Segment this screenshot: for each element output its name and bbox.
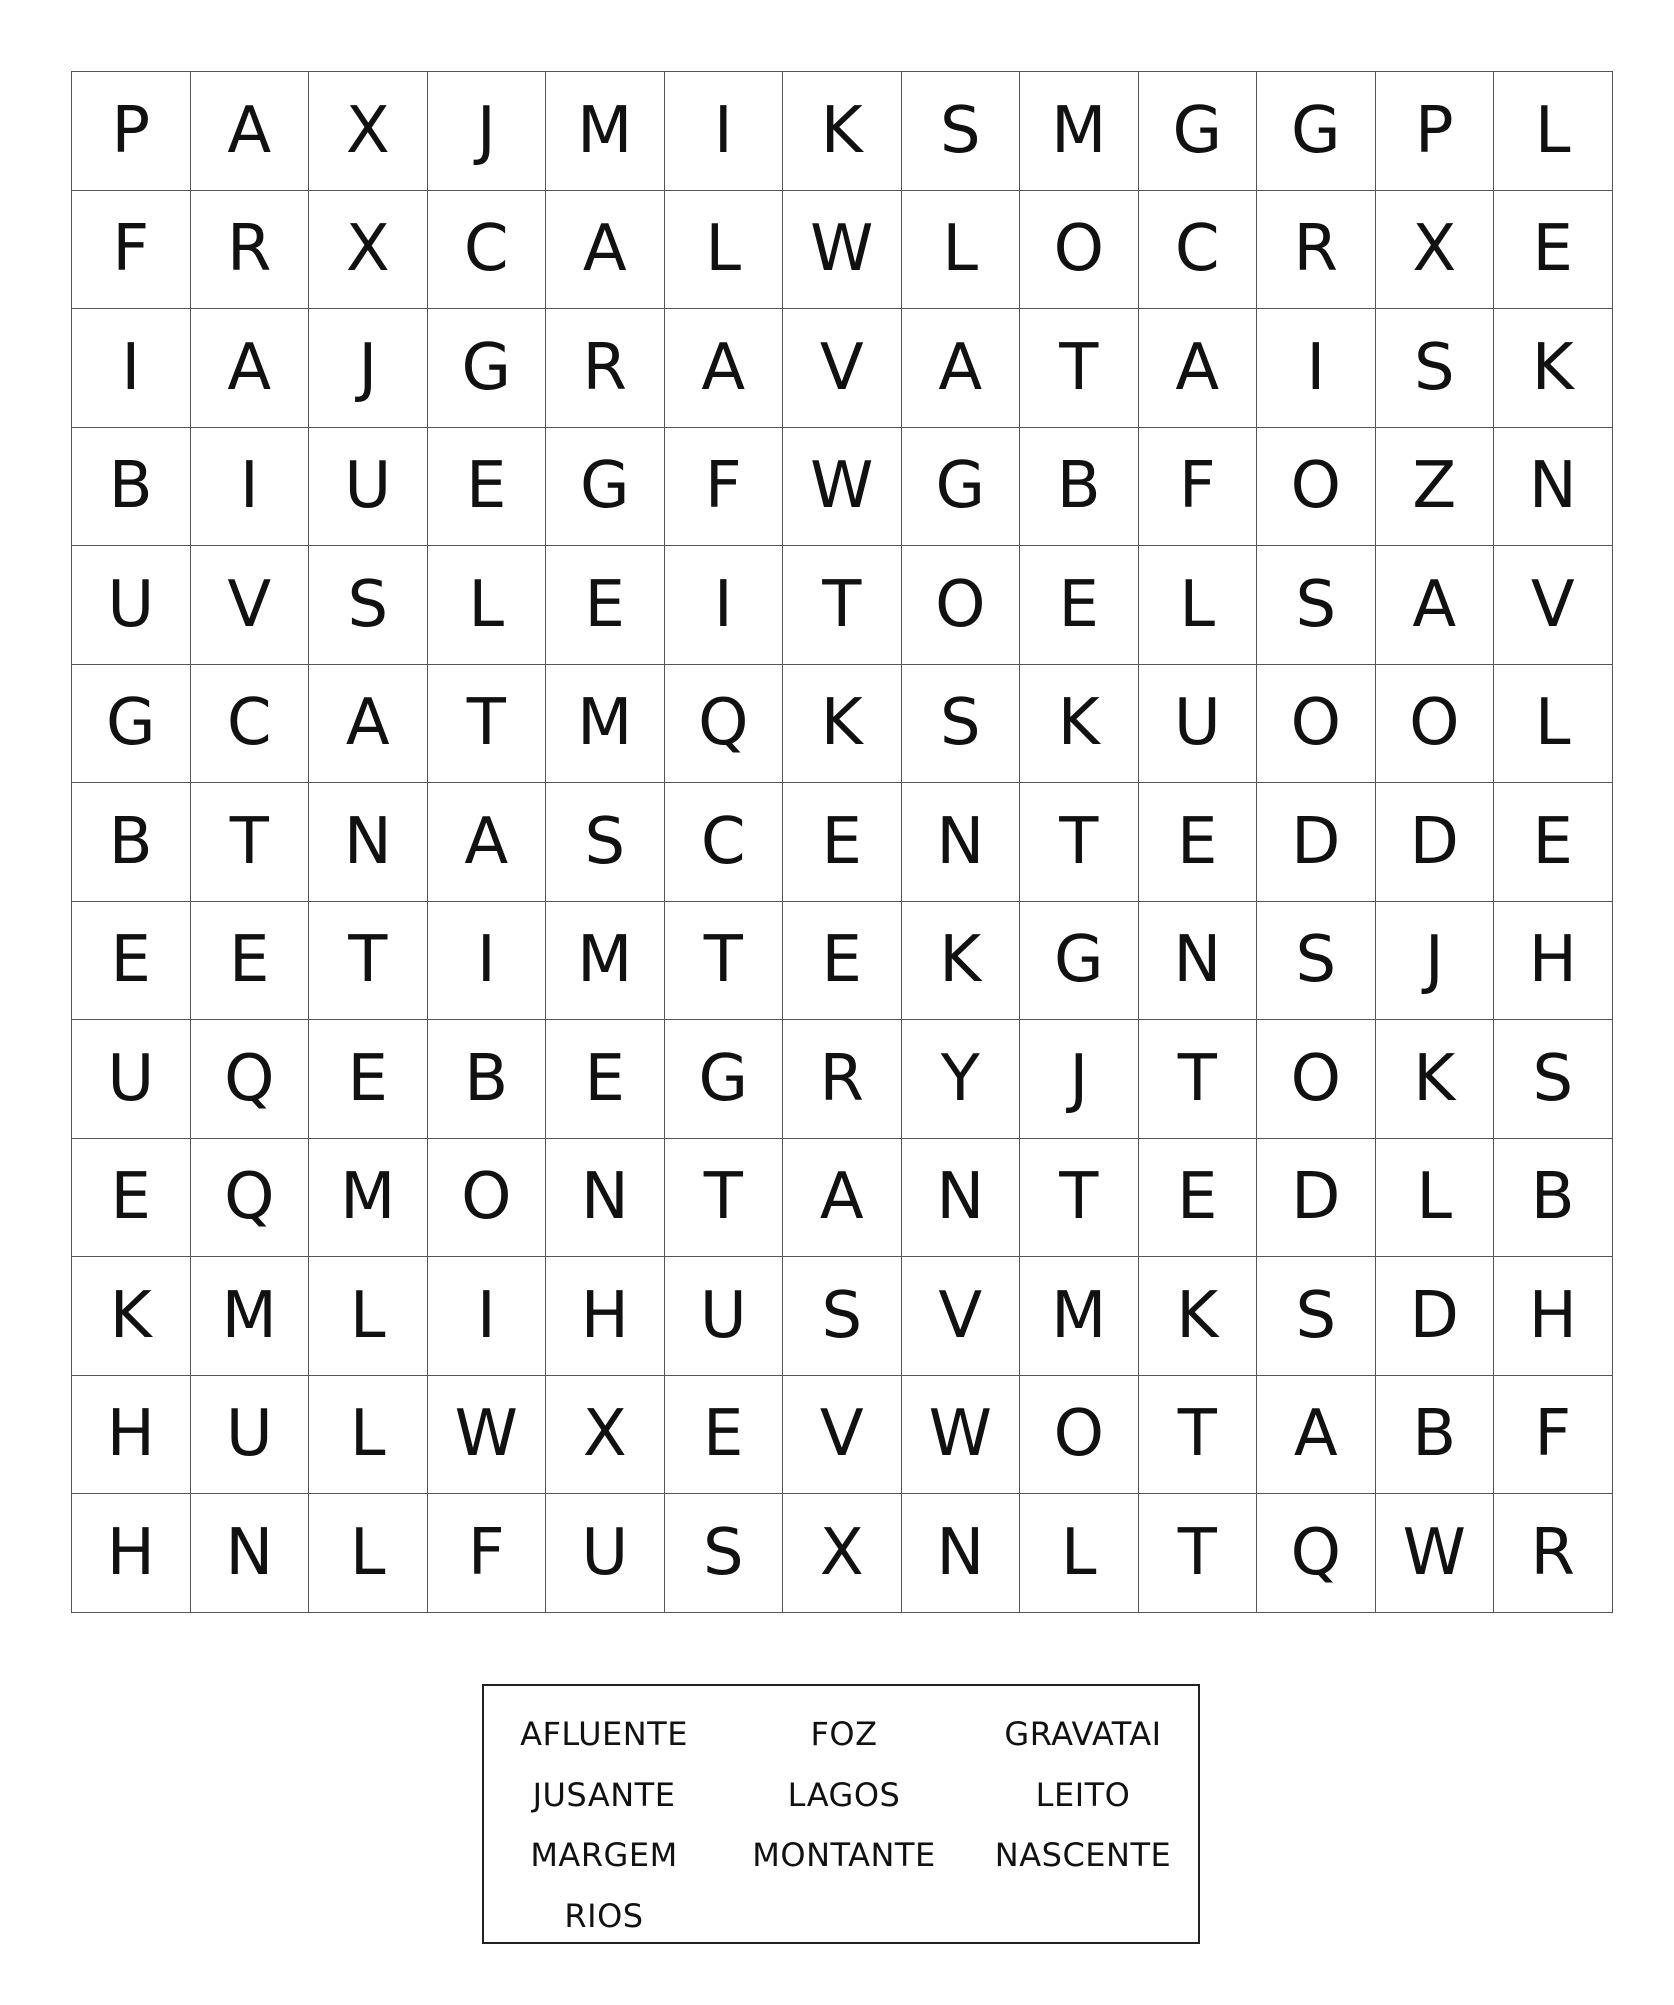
- grid-cell[interactable]: Q: [665, 665, 784, 784]
- grid-cell[interactable]: T: [1139, 1494, 1258, 1613]
- word-list-item: LAGOS: [787, 1775, 901, 1814]
- grid-cell[interactable]: C: [191, 665, 310, 784]
- grid-cell[interactable]: K: [1020, 665, 1139, 784]
- grid-cell[interactable]: M: [546, 902, 665, 1021]
- grid-cell[interactable]: X: [783, 1494, 902, 1613]
- grid-cell[interactable]: N: [191, 1494, 310, 1613]
- grid-cell[interactable]: L: [1020, 1494, 1139, 1613]
- grid-cell[interactable]: A: [191, 72, 310, 191]
- grid-cell[interactable]: S: [1257, 902, 1376, 1021]
- grid-cell[interactable]: F: [72, 191, 191, 310]
- grid-cell[interactable]: N: [902, 783, 1021, 902]
- grid-cell[interactable]: C: [1139, 191, 1258, 310]
- grid-cell[interactable]: S: [1257, 1257, 1376, 1376]
- grid-cell[interactable]: P: [1376, 72, 1495, 191]
- word-list: [484, 1704, 1198, 1946]
- grid-cell[interactable]: R: [1257, 191, 1376, 310]
- grid-cell[interactable]: S: [902, 72, 1021, 191]
- grid-cell[interactable]: S: [309, 546, 428, 665]
- grid-cell[interactable]: X: [309, 191, 428, 310]
- word-list-item: MONTANTE: [752, 1836, 936, 1875]
- grid-cell[interactable]: Q: [191, 1139, 310, 1258]
- grid-cell[interactable]: R: [191, 191, 310, 310]
- grid-cell[interactable]: O: [902, 546, 1021, 665]
- grid-cell[interactable]: N: [902, 1494, 1021, 1613]
- grid-cell[interactable]: E: [72, 1139, 191, 1258]
- grid-cell[interactable]: F: [1494, 1376, 1613, 1495]
- grid-cell[interactable]: U: [72, 546, 191, 665]
- grid-cell[interactable]: D: [1257, 783, 1376, 902]
- grid-cell[interactable]: L: [1494, 72, 1613, 191]
- grid-cell[interactable]: T: [783, 546, 902, 665]
- grid-cell[interactable]: M: [1020, 1257, 1139, 1376]
- grid-cell[interactable]: M: [546, 665, 665, 784]
- grid-cell[interactable]: F: [428, 1494, 547, 1613]
- grid-cell[interactable]: X: [309, 72, 428, 191]
- grid-cell[interactable]: E: [783, 783, 902, 902]
- grid-cell[interactable]: H: [546, 1257, 665, 1376]
- grid-cell[interactable]: W: [1376, 1494, 1495, 1613]
- grid-cell[interactable]: A: [191, 309, 310, 428]
- grid-cell[interactable]: B: [1494, 1139, 1613, 1258]
- word-list-item: MARGEM: [530, 1836, 678, 1875]
- grid-cell[interactable]: C: [665, 783, 784, 902]
- grid-cell[interactable]: W: [783, 191, 902, 310]
- grid-cell[interactable]: L: [1376, 1139, 1495, 1258]
- grid-cell[interactable]: Q: [1257, 1494, 1376, 1613]
- grid-cell[interactable]: Y: [902, 1020, 1021, 1139]
- grid-cell[interactable]: E: [546, 546, 665, 665]
- grid-cell[interactable]: G: [1139, 72, 1258, 191]
- grid-cell[interactable]: E: [1139, 1139, 1258, 1258]
- grid-cell[interactable]: Z: [1376, 428, 1495, 547]
- grid-cell[interactable]: W: [428, 1376, 547, 1495]
- grid-cell[interactable]: G: [428, 309, 547, 428]
- grid-cell[interactable]: E: [1494, 191, 1613, 310]
- grid-cell[interactable]: T: [1139, 1376, 1258, 1495]
- grid-cell[interactable]: G: [665, 1020, 784, 1139]
- grid-cell[interactable]: E: [428, 428, 547, 547]
- grid-cell[interactable]: A: [783, 1139, 902, 1258]
- grid-cell[interactable]: V: [902, 1257, 1021, 1376]
- grid-cell[interactable]: O: [1257, 665, 1376, 784]
- grid-cell[interactable]: E: [72, 902, 191, 1021]
- grid-cell[interactable]: A: [1257, 1376, 1376, 1495]
- grid-cell[interactable]: J: [1020, 1020, 1139, 1139]
- grid-cell[interactable]: C: [428, 191, 547, 310]
- grid-cell[interactable]: E: [783, 902, 902, 1021]
- word-list-item: GRAVATAI: [1004, 1715, 1162, 1754]
- letter-grid: [71, 71, 1613, 1613]
- grid-cell[interactable]: F: [1139, 428, 1258, 547]
- grid-cell[interactable]: A: [902, 309, 1021, 428]
- grid-cell[interactable]: U: [309, 428, 428, 547]
- grid-cell[interactable]: V: [783, 1376, 902, 1495]
- grid-cell[interactable]: A: [1376, 546, 1495, 665]
- grid-cell[interactable]: A: [1139, 309, 1258, 428]
- grid-cell[interactable]: R: [546, 309, 665, 428]
- grid-cell[interactable]: O: [1376, 665, 1495, 784]
- grid-cell[interactable]: D: [1376, 1257, 1495, 1376]
- grid-cell[interactable]: I: [191, 428, 310, 547]
- grid-cell[interactable]: S: [546, 783, 665, 902]
- grid-cell[interactable]: S: [902, 665, 1021, 784]
- grid-cell[interactable]: H: [72, 1376, 191, 1495]
- grid-cell[interactable]: U: [191, 1376, 310, 1495]
- grid-cell[interactable]: O: [428, 1139, 547, 1258]
- grid-cell[interactable]: K: [1139, 1257, 1258, 1376]
- grid-cell[interactable]: D: [1257, 1139, 1376, 1258]
- grid-cell[interactable]: O: [1257, 1020, 1376, 1139]
- grid-cell[interactable]: A: [428, 783, 547, 902]
- grid-cell[interactable]: P: [72, 72, 191, 191]
- grid-cell[interactable]: B: [428, 1020, 547, 1139]
- grid-cell[interactable]: Q: [191, 1020, 310, 1139]
- grid-cell[interactable]: I: [1257, 309, 1376, 428]
- grid-cell[interactable]: T: [1020, 1139, 1139, 1258]
- grid-cell[interactable]: M: [546, 72, 665, 191]
- grid-cell[interactable]: B: [1020, 428, 1139, 547]
- grid-cell[interactable]: R: [1494, 1494, 1613, 1613]
- word-list-item: NASCENTE: [994, 1836, 1172, 1875]
- word-list-item: RIOS: [564, 1896, 644, 1935]
- grid-cell[interactable]: G: [546, 428, 665, 547]
- grid-cell[interactable]: M: [191, 1257, 310, 1376]
- grid-cell[interactable]: U: [1139, 665, 1258, 784]
- grid-cell[interactable]: E: [546, 1020, 665, 1139]
- grid-cell[interactable]: U: [546, 1494, 665, 1613]
- word-list-item: AFLUENTE: [520, 1715, 688, 1754]
- word-list-item: FOZ: [810, 1715, 878, 1754]
- grid-cell[interactable]: H: [1494, 902, 1613, 1021]
- grid-cell[interactable]: T: [1020, 309, 1139, 428]
- grid-cell[interactable]: L: [665, 191, 784, 310]
- grid-cell[interactable]: E: [665, 1376, 784, 1495]
- grid-cell[interactable]: G: [1257, 72, 1376, 191]
- grid-cell[interactable]: I: [665, 546, 784, 665]
- grid-cell[interactable]: K: [1494, 309, 1613, 428]
- grid-cell[interactable]: L: [309, 1494, 428, 1613]
- grid-cell[interactable]: T: [309, 902, 428, 1021]
- grid-cell[interactable]: K: [1376, 1020, 1495, 1139]
- grid-cell[interactable]: N: [1139, 902, 1258, 1021]
- grid-cell[interactable]: I: [428, 1257, 547, 1376]
- grid-cell[interactable]: N: [902, 1139, 1021, 1258]
- grid-cell[interactable]: V: [783, 309, 902, 428]
- grid-cell[interactable]: N: [309, 783, 428, 902]
- grid-cell[interactable]: G: [902, 428, 1021, 547]
- grid-cell[interactable]: A: [546, 191, 665, 310]
- grid-cell[interactable]: J: [1376, 902, 1495, 1021]
- grid-cell[interactable]: H: [72, 1494, 191, 1613]
- grid-cell[interactable]: G: [72, 665, 191, 784]
- grid-cell[interactable]: T: [1139, 1020, 1258, 1139]
- grid-cell[interactable]: A: [665, 309, 784, 428]
- grid-cell[interactable]: E: [309, 1020, 428, 1139]
- grid-cell[interactable]: L: [902, 191, 1021, 310]
- grid-cell[interactable]: X: [1376, 191, 1495, 310]
- grid-cell[interactable]: K: [783, 72, 902, 191]
- grid-cell[interactable]: T: [191, 783, 310, 902]
- word-list-box: [482, 1684, 1200, 1944]
- grid-cell[interactable]: T: [428, 665, 547, 784]
- grid-cell[interactable]: R: [783, 1020, 902, 1139]
- grid-cell[interactable]: L: [309, 1257, 428, 1376]
- grid-cell[interactable]: T: [665, 1139, 784, 1258]
- grid-cell[interactable]: T: [1020, 783, 1139, 902]
- grid-cell[interactable]: N: [546, 1139, 665, 1258]
- grid-cell[interactable]: W: [783, 428, 902, 547]
- grid-cell[interactable]: O: [1020, 191, 1139, 310]
- grid-cell[interactable]: T: [665, 902, 784, 1021]
- grid-cell[interactable]: J: [428, 72, 547, 191]
- grid-cell[interactable]: J: [309, 309, 428, 428]
- grid-cell[interactable]: S: [783, 1257, 902, 1376]
- grid-cell[interactable]: E: [1494, 783, 1613, 902]
- grid-cell[interactable]: D: [1376, 783, 1495, 902]
- grid-cell[interactable]: B: [72, 428, 191, 547]
- word-list-item: LEITO: [1035, 1775, 1131, 1814]
- grid-cell[interactable]: I: [72, 309, 191, 428]
- grid-cell[interactable]: S: [1257, 546, 1376, 665]
- grid-cell[interactable]: S: [1376, 309, 1495, 428]
- grid-cell[interactable]: E: [191, 902, 310, 1021]
- grid-cell[interactable]: B: [72, 783, 191, 902]
- grid-cell[interactable]: G: [1020, 902, 1139, 1021]
- grid-cell[interactable]: U: [72, 1020, 191, 1139]
- grid-cell[interactable]: H: [1494, 1257, 1613, 1376]
- grid-cell[interactable]: V: [191, 546, 310, 665]
- grid-cell[interactable]: I: [428, 902, 547, 1021]
- grid-cell[interactable]: M: [1020, 72, 1139, 191]
- grid-cell[interactable]: S: [665, 1494, 784, 1613]
- grid-cell[interactable]: K: [783, 665, 902, 784]
- grid-cell[interactable]: L: [1494, 665, 1613, 784]
- grid-cell[interactable]: O: [1020, 1376, 1139, 1495]
- grid-cell[interactable]: B: [1376, 1376, 1495, 1495]
- grid-cell[interactable]: X: [546, 1376, 665, 1495]
- grid-cell[interactable]: E: [1139, 783, 1258, 902]
- grid-cell[interactable]: S: [1494, 1020, 1613, 1139]
- grid-cell[interactable]: E: [1020, 546, 1139, 665]
- grid-cell[interactable]: I: [665, 72, 784, 191]
- grid-cell[interactable]: K: [902, 902, 1021, 1021]
- grid-cell[interactable]: U: [665, 1257, 784, 1376]
- grid-cell[interactable]: W: [902, 1376, 1021, 1495]
- grid-cell[interactable]: F: [665, 428, 784, 547]
- grid-cell[interactable]: L: [1139, 546, 1258, 665]
- grid-cell[interactable]: A: [309, 665, 428, 784]
- grid-cell[interactable]: L: [428, 546, 547, 665]
- grid-cell[interactable]: M: [309, 1139, 428, 1258]
- grid-cell[interactable]: K: [72, 1257, 191, 1376]
- grid-cell[interactable]: V: [1494, 546, 1613, 665]
- grid-cell[interactable]: N: [1494, 428, 1613, 547]
- grid-cell[interactable]: O: [1257, 428, 1376, 547]
- grid-cell[interactable]: L: [309, 1376, 428, 1495]
- word-list-item: JUSANTE: [532, 1775, 676, 1814]
